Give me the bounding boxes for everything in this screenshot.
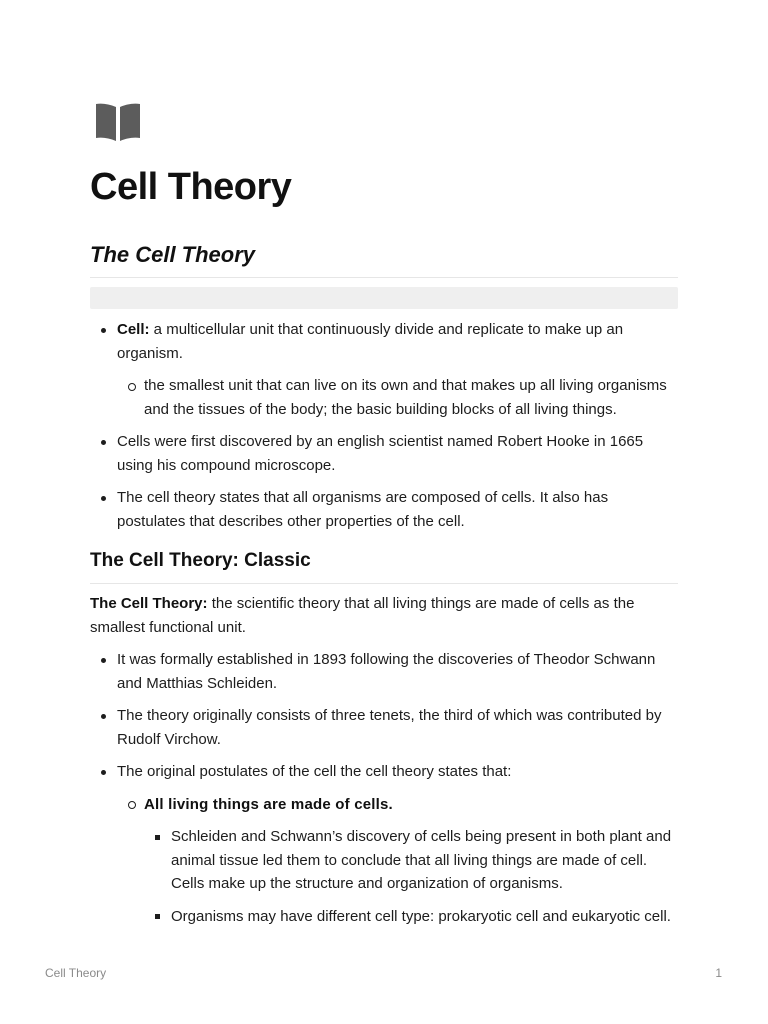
nested-list-item: [117, 793, 678, 929]
heading-divider: [90, 277, 678, 278]
list-item-text: The theory originally consists of three tenets, the third of which was contributed by Rudolf Virchow.: [117, 707, 662, 748]
nested-list: [117, 374, 678, 421]
list-item-text: Schleiden and Schwann’s discovery of cells being present in both plant and animal tissue led them to conclude that all living things are made of cell. Cells make up the structure and organization of organisms.: [171, 828, 672, 892]
list-item: [90, 704, 678, 751]
document-body: [90, 318, 678, 937]
list-item-text: Organisms may have different cell type: prokaryotic cell and eukaryotic cell.: [171, 907, 671, 925]
heading-divider: [90, 583, 678, 584]
open-book-icon: [94, 102, 142, 142]
deep-nested-list: [144, 825, 678, 928]
section-heading-cell-theory: The Cell Theory: [90, 242, 256, 267]
footer-page-number: 1: [715, 966, 722, 980]
list-item-text: a multicellular unit that continuously divide and replicate to make up an organism.: [117, 321, 624, 362]
deep-list-item: [144, 905, 678, 929]
list-item-text: the smallest unit that can live on its own and that makes up all living organisms and the tissues of the body; the basic building blocks of all living things.: [144, 377, 667, 418]
empty-callout-block: [90, 287, 678, 309]
definition-text: the scientific theory that all living things are made of cells as the smallest functional unit.: [90, 595, 635, 636]
term-cell: Cell:: [117, 321, 150, 338]
section-heading-classic: The Cell Theory: Classic: [90, 550, 311, 571]
definition-paragraph: [90, 592, 678, 639]
list-item-text: The original postulates of the cell the cell theory states that:: [117, 763, 512, 780]
list-item: [90, 430, 678, 477]
list-item: [90, 486, 678, 533]
nested-list-item: [117, 374, 678, 421]
list-item-text: The cell theory states that all organisms are composed of cells. It also has postulates that describes other properties of the cell.: [117, 489, 609, 530]
tenet-heading: All living things are made of cells.: [144, 795, 393, 813]
page-title: Cell Theory: [90, 166, 292, 208]
list-item: [90, 648, 678, 695]
list-item: [90, 318, 678, 421]
footer-doc-name: Cell Theory: [45, 966, 107, 980]
cell-theory-list: [90, 318, 678, 533]
list-item: [90, 760, 678, 928]
list-item-text: It was formally established in 1893 following the discoveries of Theodor Schwann and Matthias Schleiden.: [117, 651, 656, 692]
classic-list: [90, 648, 678, 928]
list-item-text: Cells were first discovered by an english scientist named Robert Hooke in 1665 using his compound microscope.: [117, 433, 644, 474]
nested-list: [117, 793, 678, 929]
term-cell-theory: The Cell Theory:: [90, 595, 208, 612]
deep-list-item: [144, 825, 678, 896]
